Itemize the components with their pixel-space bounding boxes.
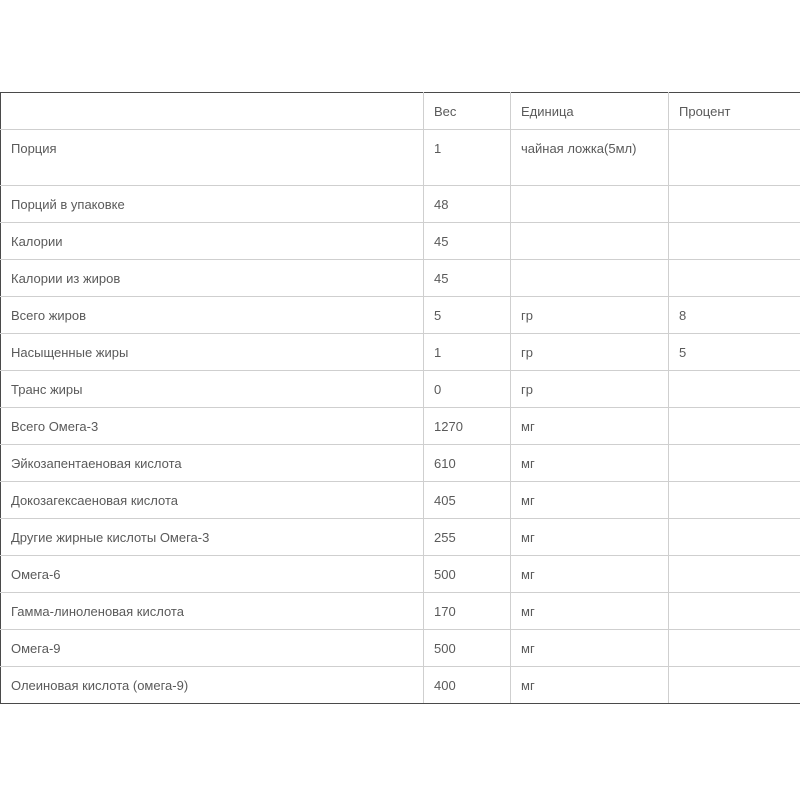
- cell-weight: 0: [424, 371, 511, 408]
- cell-weight: 170: [424, 593, 511, 630]
- table-row: [1, 667, 800, 704]
- table-row: [1, 260, 800, 297]
- table-row: [1, 371, 800, 408]
- cell-weight: 1: [424, 130, 511, 186]
- table-row: [1, 482, 800, 519]
- table-row: [1, 519, 800, 556]
- cell-unit: мг: [511, 667, 669, 704]
- cell-weight: 610: [424, 445, 511, 482]
- cell-percent: 8: [669, 297, 800, 334]
- cell-unit: мг: [511, 408, 669, 445]
- table-row: [1, 445, 800, 482]
- cell-percent: [669, 667, 800, 704]
- cell-name: Омега-6: [1, 556, 424, 593]
- table-row: [1, 297, 800, 334]
- cell-percent: [669, 223, 800, 260]
- cell-percent: [669, 593, 800, 630]
- cell-name: Докозагексаеновая кислота: [1, 482, 424, 519]
- table-row: [1, 334, 800, 371]
- header-name: [1, 93, 424, 130]
- cell-weight: 1: [424, 334, 511, 371]
- table-row: [1, 630, 800, 667]
- cell-percent: [669, 186, 800, 223]
- cell-weight: 255: [424, 519, 511, 556]
- cell-name: Порция: [1, 130, 424, 186]
- header-weight: Вес: [424, 93, 511, 130]
- cell-name: Олеиновая кислота (омега-9): [1, 667, 424, 704]
- cell-percent: [669, 408, 800, 445]
- cell-percent: [669, 556, 800, 593]
- cell-weight: 500: [424, 630, 511, 667]
- cell-unit: мг: [511, 519, 669, 556]
- table-row: [1, 408, 800, 445]
- table-header-row: [1, 93, 800, 130]
- cell-name: Порций в упаковке: [1, 186, 424, 223]
- cell-percent: [669, 445, 800, 482]
- cell-name: Другие жирные кислоты Омега-3: [1, 519, 424, 556]
- cell-unit: мг: [511, 630, 669, 667]
- cell-unit: гр: [511, 334, 669, 371]
- cell-weight: 45: [424, 260, 511, 297]
- cell-unit: мг: [511, 482, 669, 519]
- nutrition-table: [0, 92, 800, 704]
- header-unit: Единица: [511, 93, 669, 130]
- cell-unit: [511, 223, 669, 260]
- cell-percent: [669, 260, 800, 297]
- cell-name: Калории: [1, 223, 424, 260]
- cell-percent: [669, 130, 800, 186]
- cell-weight: 400: [424, 667, 511, 704]
- table-row: [1, 223, 800, 260]
- cell-name: Гамма-линоленовая кислота: [1, 593, 424, 630]
- cell-name: Транс жиры: [1, 371, 424, 408]
- cell-weight: 45: [424, 223, 511, 260]
- cell-name: Насыщенные жиры: [1, 334, 424, 371]
- cell-name: Эйкозапентаеновая кислота: [1, 445, 424, 482]
- table-row: [1, 556, 800, 593]
- cell-percent: 5: [669, 334, 800, 371]
- cell-name: Калории из жиров: [1, 260, 424, 297]
- cell-unit: чайная ложка(5мл): [511, 130, 669, 186]
- cell-unit: [511, 186, 669, 223]
- cell-unit: гр: [511, 371, 669, 408]
- table-row: [1, 593, 800, 630]
- cell-unit: мг: [511, 593, 669, 630]
- cell-weight: 1270: [424, 408, 511, 445]
- cell-percent: [669, 630, 800, 667]
- cell-unit: мг: [511, 445, 669, 482]
- table-row: [1, 186, 800, 223]
- cell-unit: мг: [511, 556, 669, 593]
- cell-percent: [669, 482, 800, 519]
- cell-name: Всего Омега-3: [1, 408, 424, 445]
- table-row: [1, 130, 800, 186]
- cell-unit: [511, 260, 669, 297]
- cell-weight: 405: [424, 482, 511, 519]
- cell-unit: гр: [511, 297, 669, 334]
- cell-name: Всего жиров: [1, 297, 424, 334]
- header-percent: Процент: [669, 93, 800, 130]
- cell-weight: 5: [424, 297, 511, 334]
- cell-weight: 48: [424, 186, 511, 223]
- cell-name: Омега-9: [1, 630, 424, 667]
- cell-percent: [669, 519, 800, 556]
- cell-percent: [669, 371, 800, 408]
- cell-weight: 500: [424, 556, 511, 593]
